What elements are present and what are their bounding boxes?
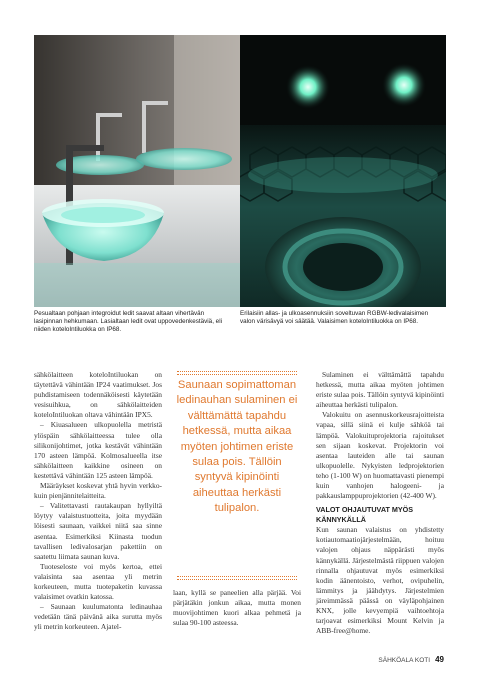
page-footer xyxy=(378,655,444,664)
article-column-3 xyxy=(316,370,444,636)
pullquote-rule-top xyxy=(177,371,297,372)
pullquote: Saunaan sopimattoman ledinauhan sulaminen ei välttämättä tapahdu hetkessä, mutta aikaa myöten johtimen eriste sulaa pois. Tällöin syntyvä kipinöinti aiheuttaa herkästi tulipalon. xyxy=(176,379,298,515)
paragraph: – Saunaan kuulumatonta ledinauhaa vedetään tänä päivänä aika surutta myös yli metrin korkeuteen. Ajatel- xyxy=(34,602,162,632)
paragraph: Määräykset koskevat yhtä hyvin verkko- kuin pienjännitelaitteita. xyxy=(34,481,162,501)
page-number: 49 xyxy=(435,655,444,664)
paragraph: laan, kyllä se paneelien alla pärjää. Voi pärjätäkin jonkun aikaa, mutta monen muovijohtimen kuori alkaa pehmetä ja sulaa 90-100 asteessa. xyxy=(173,588,301,628)
article-column-1 xyxy=(34,370,162,632)
paragraph: Sulaminen ei välttämättä tapahdu hetkessä, mutta aikaa myöten johtimen eriste sulaa pois. Tällöin syntyvä kipinöinti aiheuttaa herkästi tulipalon. xyxy=(316,370,444,410)
paragraph: sähkölaitteen koteloIntiluokan on täytettävä vähintään IP24 vaatimukset. Jos puhdistamiseen todennäköisesti käytetään vesisuihkua, on sähkölaitteiden koteloIntiluokan oltava vähintään IPX5. xyxy=(34,370,162,420)
article-column-2 xyxy=(173,588,301,628)
pullquote-rule-bottom-2 xyxy=(177,579,297,580)
sink-photo xyxy=(34,35,240,307)
floor-drain-photo xyxy=(240,35,446,307)
left-photo-caption: Pesualtaan pohjaan integroidut ledit saavat altaan vihertävän lasipinnan hehkumaan. Lasialtaan ledit ovat uppovedenkestäviä, eli niiden koteloIntiluokka on IP68. xyxy=(34,310,222,334)
paragraph: Tuoteseloste voi myös kertoa, ettei valaisinta saa asentaa yli metrin korkeuteen, mutta tuotepaketin kuvassa valaisimet ovatkin katossa. xyxy=(34,561,162,602)
pullquote-rule-top-2 xyxy=(177,374,297,375)
right-photo-caption: Erilaisiin allas- ja ulkoasennuksiin soveltuvan RGBW-ledivalaisimen valon värisävyä voi säätää. Valaisimen koteloIntiluokka on IP68. xyxy=(240,310,429,326)
paragraph: Valokuitu on asennuskorkeusrajoitteista vapaa, sillä siinä ei kulje sähköä tai lämpöä. Valokuituprojektoria rajoitukset sen sijaan koskevat. Projektorin voi asentaa lauteiden alle tai saunan ulkopuolelle. Nykyisten ledprojektorien teho (1-100 W) on huomattavasti pienempi kuin vanhojen halogeeni- ja pakkauslamppuprojektorien (42-400 W). xyxy=(316,410,444,501)
paragraph: Kun saunan valaistus on yhdistetty kotiautomaatiojärjestelmään, hoituu valojen ohjaus näppärästi myös kännykällä. Järjestelmästä riippuen valojen rinnalla ohjautuvat myös esimerkiksi kodin äänentoisto, verhot, ovipuhelin, lämmitys ja jäähdytys. Järjestelmien järeimmässä päässä on väyläpohjainen KNX, jolle kevyempiä vaihtoehtoja tarjoavat esimerkiksi Mount Kelvin ja ABB-free@home. xyxy=(316,525,444,636)
paragraph: – Valitettavasti rautakaupan hyllyiltä löytyy valaistustuotteita, joita myydään löisesti saunaan, vaikkei niitä saa sinne asentaa. Esimerkiksi Kiinasta tuodun tavallisen ledivalosarjan pakettiin on saatettu liimata saunan kuva. xyxy=(34,501,162,561)
paragraph: – Kiuasalueen ulkopuolella metristä ylöspäin sähkölaitteessa tulee olla silikonijohtimet, jotka kestävät vähintään 170 asteen lämpöä. Kolmosalueella itse sähkölaitteen kaikkine osineen on kestettävä vähintään 125 asteen lämpöä. xyxy=(34,420,162,480)
section-heading: VALOT OHJAUTUVAT MYÖS KÄNNYKÄLLÄ xyxy=(316,505,414,524)
magazine-name: SÄHKÖALA KOTI xyxy=(378,657,431,664)
pullquote-rule-bottom xyxy=(177,576,297,577)
